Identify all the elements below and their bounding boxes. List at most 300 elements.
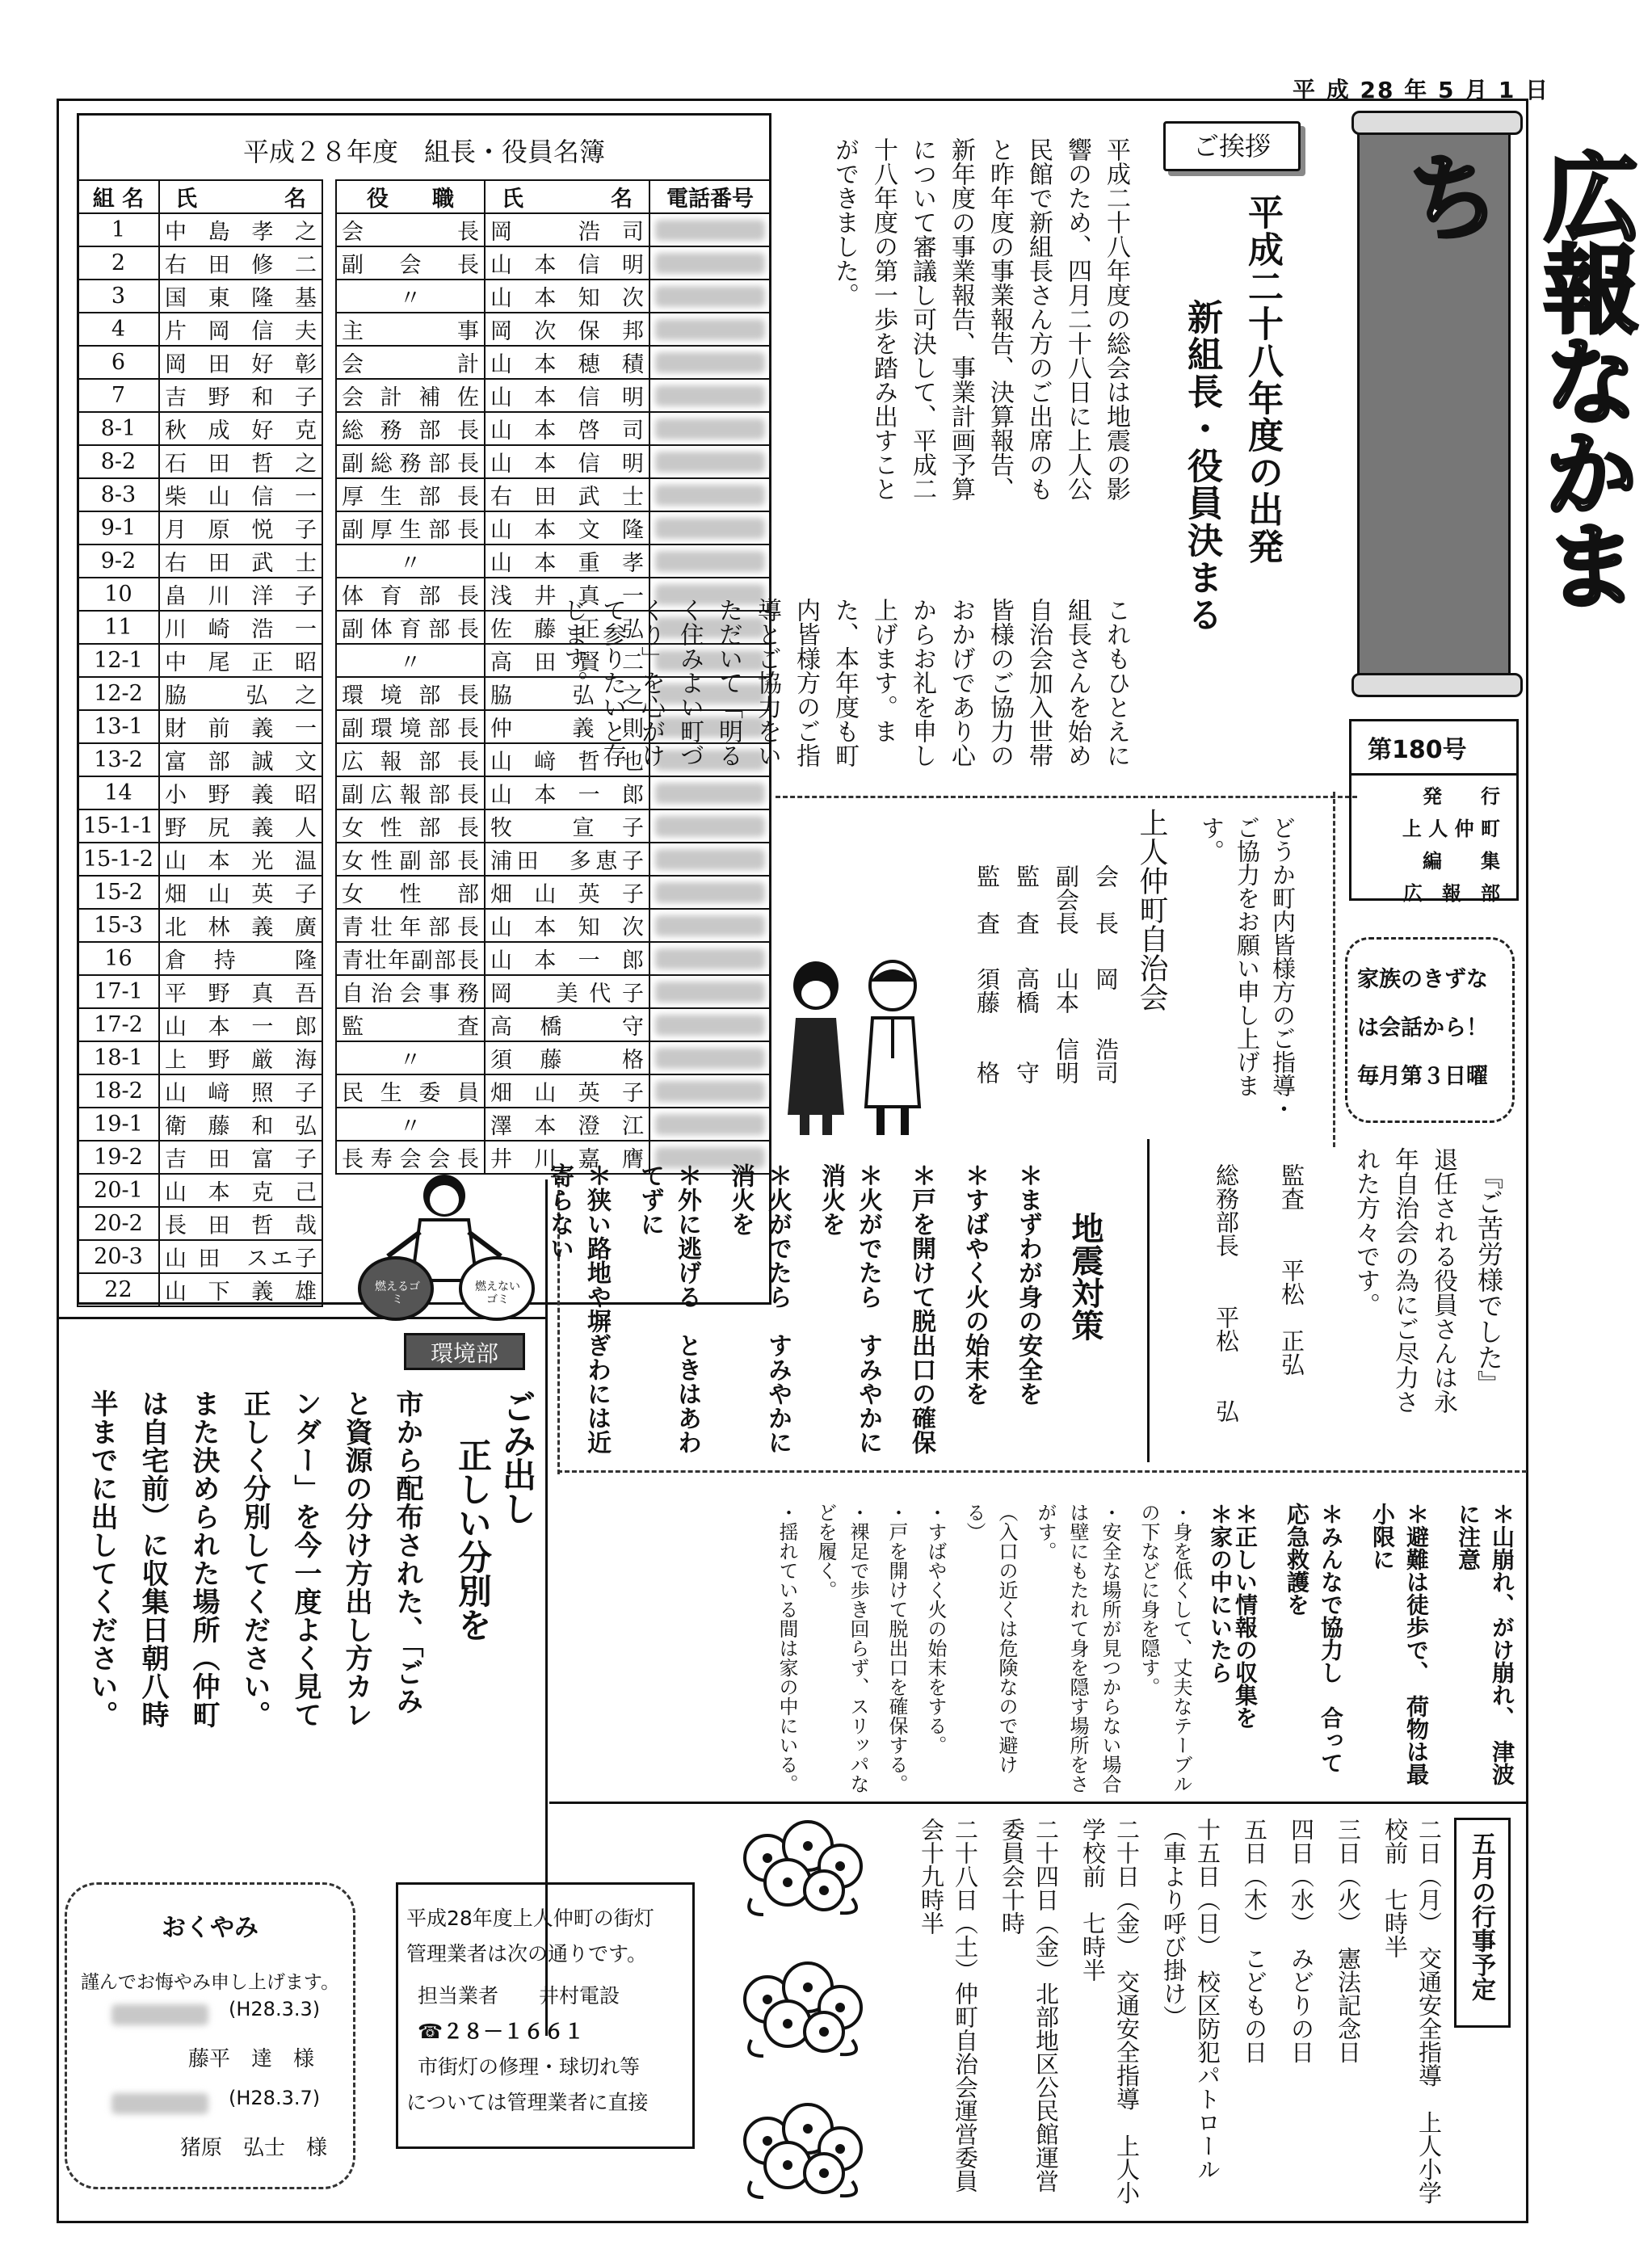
kumicho-row (78, 1240, 322, 1273)
kumicho-number: 14 (78, 776, 159, 809)
kumicho-number: 18-2 (78, 1074, 159, 1108)
quake-home-item: （入口の近くは危険なので避ける） (963, 1503, 1018, 1774)
officer-name: 脇 弘 之 (485, 677, 649, 710)
kumicho-number: 6 (78, 346, 159, 379)
greeting-body-1: 平成二十八年度の総会は地震の影響のため、四月二十八日に上人公民館で新組長さん方のご出席のもと昨年度の事業報告、決算報告、新年度の事業報告、事業計画予算について審議し可決して、平成二十八年度の第一歩を踏み出すことができました。 (830, 137, 1130, 501)
kumicho-number: 15-2 (78, 876, 159, 909)
kumicho-name: 衛 藤 和 弘 (159, 1108, 322, 1141)
officer-phone-redacted (649, 1008, 771, 1041)
officer-role: 厚 生 部 長 (336, 478, 485, 511)
officer-name: 高 田 賢 二 (485, 644, 649, 677)
quake-item: ＊すばやく火の始末を (961, 1163, 989, 1406)
kumicho-number: 3 (78, 280, 159, 313)
officer-name: 山 本 一 郎 (485, 776, 649, 809)
thanks-list (1179, 1163, 1309, 1430)
kumicho-number: 8-3 (78, 478, 159, 511)
officer-row (336, 809, 771, 843)
greeting-body-2: これもひとえに組長さんを始め自治会加入世帯皆様のご協力のおかげであり心からお礼を申し上げます。また、本年度も町内皆様方のご指導とご協力をいただいて「明るく住みよい町づくり」を心がけて参りたいと存じます。 (559, 598, 1130, 767)
kumicho-name: 畑 山 英 子 (159, 876, 322, 909)
condolence-date-1: (H28.3.3) (229, 1998, 321, 2020)
quake-home-item: ・身を低くして、丈夫なテーブルの下などに身を隠す。 (1137, 1503, 1192, 1793)
col-role: 役 職 (336, 180, 485, 213)
kumicho-number: 12-2 (78, 677, 159, 710)
officer-row (336, 1074, 771, 1108)
editor-label: 編 集 (1423, 850, 1500, 872)
kumicho-name: 石 田 哲 之 (159, 445, 322, 478)
officer-row (336, 412, 771, 445)
officer-phone-redacted (649, 909, 771, 942)
officer-role: 副体育部長 (336, 611, 485, 644)
kumicho-name: 上 野 厳 海 (159, 1041, 322, 1074)
bag-nonburnable-label: 燃えないゴミ (475, 1280, 520, 1306)
kumicho-name: 柴 山 信 一 (159, 478, 322, 511)
kumicho-name: 小 野 義 昭 (159, 776, 322, 809)
quake-title: 地震対策 (1066, 1212, 1104, 1341)
kumicho-name: 片 岡 信 夫 (159, 313, 322, 346)
streetlight-box (396, 1882, 695, 2149)
roster-title: 平成２８年度 組長・役員名簿 (242, 137, 605, 167)
officer-name: 山 本 信 明 (485, 379, 649, 412)
col-officer-name: 氏 名 (485, 180, 649, 213)
col-kumi: 組 名 (78, 180, 159, 213)
officer-row (336, 213, 771, 246)
quake-item: ＊外に逃げる ときはあわてずに (636, 1163, 701, 1454)
bowing-figures-illustration (776, 953, 937, 1139)
officer-phone-redacted (649, 246, 771, 280)
kumicho-number: 8-1 (78, 412, 159, 445)
quake-item-2: ＊みんなで協力し 合って応急救護を (1284, 1503, 1344, 1774)
kumicho-name: 月 原 悦 子 (159, 511, 322, 544)
officer-phone-redacted (649, 478, 771, 511)
kumicho-name: 山 﨑 照 子 (159, 1074, 322, 1108)
officer-phone-redacted (649, 942, 771, 975)
kumicho-number: 10 (78, 578, 159, 611)
kumicho-number: 8-2 (78, 445, 159, 478)
kumicho-number: 17-1 (78, 975, 159, 1008)
officer-role: 環 境 部 長 (336, 677, 485, 710)
officer-role: 〃 (336, 1041, 485, 1074)
kumicho-name: 平 野 真 吾 (159, 975, 322, 1008)
officer-name: 佐 藤 正 弘 (485, 611, 649, 644)
quake-item-2: ＊正しい情報の収集を (1232, 1503, 1259, 1729)
thanks-body: 退任される役員さんは永年自治会の為にご尽力された方々です。 (1351, 1147, 1457, 1414)
signature-role: 会 長 (1092, 864, 1120, 935)
kumicho-row (78, 644, 322, 677)
quake-item: ＊戸を開けて脱出口の確保 (907, 1163, 935, 1454)
kumicho-number: 16 (78, 942, 159, 975)
kumicho-row (78, 511, 322, 544)
officer-name: 浅 井 真 一 (485, 578, 649, 611)
officer-role: 青壮年部長 (336, 909, 485, 942)
garbage-illustration (355, 1167, 541, 1337)
officer-name: 山 本 重 孝 (485, 544, 649, 578)
kumicho-name: 国 東 隆 基 (159, 280, 322, 313)
kumicho-number: 13-2 (78, 743, 159, 776)
quake-home-item: ・すばやく火の始末をする。 (924, 1503, 947, 1755)
signature (1050, 864, 1083, 1139)
kumicho-name: 山 田 スエ子 (159, 1240, 322, 1273)
kumicho-number: 9-2 (78, 544, 159, 578)
officer-role: 〃 (336, 1108, 485, 1141)
kumicho-name: 岡 田 好 彰 (159, 346, 322, 379)
kumicho-row (78, 843, 322, 876)
kumicho-row (78, 1041, 322, 1074)
quake-home-title: ＊家の中にいたら (1207, 1503, 1234, 1684)
officer-name: 山 本 一 郎 (485, 942, 649, 975)
officer-row (336, 246, 771, 280)
garbage-title-2: 正しい分別を (453, 1438, 493, 1642)
kumicho-number: 4 (78, 313, 159, 346)
officer-name: 仲 義 則 (485, 710, 649, 743)
kumicho-number: 17-2 (78, 1008, 159, 1041)
officer-row (336, 280, 771, 313)
kumicho-row (78, 743, 322, 776)
condolence-date-2: (H28.3.7) (229, 2087, 321, 2109)
officer-phone-redacted (649, 445, 771, 478)
schedule-title: 五月の行事予定 (1467, 1831, 1495, 2001)
officer-row (336, 776, 771, 809)
thanks-entry (1276, 1163, 1309, 1430)
schedule-item: 十五日（日） 校区防犯パトロール（車より呼び掛け） (1160, 1818, 1221, 2181)
kumicho-name: 中 島 孝 之 (159, 213, 322, 246)
officer-row (336, 445, 771, 478)
flowers-illustration (719, 1810, 881, 2222)
officer-name: 山 本 啓 司 (485, 412, 649, 445)
publisher-label: 発 行 (1423, 785, 1500, 808)
officer-role: 体 育 部 長 (336, 578, 485, 611)
kumicho-name: 倉 持 隆 (159, 942, 322, 975)
kumicho-row (78, 909, 322, 942)
condolence-name-2: 猪原 弘士 様 (180, 2136, 328, 2160)
officer-role: 長寿会会長 (336, 1141, 485, 1174)
kumicho-name: 山 本 克 己 (159, 1174, 322, 1207)
schedule-item: 四日（水） みどりの日 (1288, 1818, 1315, 2064)
publisher-name: 上 人 仲 町 (1402, 818, 1500, 840)
greeting-vdivider (1333, 792, 1335, 1147)
officer-phone-redacted (649, 975, 771, 1008)
kumicho-name: 野 尻 義 人 (159, 809, 322, 843)
officer-name: 澤 本 澄 江 (485, 1108, 649, 1141)
officer-phone-redacted (649, 843, 771, 876)
kumicho-row (78, 1207, 322, 1240)
signature-role: 監 査 (1013, 864, 1040, 935)
officer-role: 女性副部長 (336, 843, 485, 876)
thanks-entry (1210, 1163, 1243, 1430)
kumicho-name: 吉 野 和 子 (159, 379, 322, 412)
schedule-item: 二十日（金） 交通安全指導 上人小学校前 七時半 (1079, 1818, 1141, 2205)
officer-role: 副環境部長 (336, 710, 485, 743)
kumicho-name: 川 崎 浩 一 (159, 611, 322, 644)
officer-role: 女 性 部 (336, 876, 485, 909)
kumicho-row (78, 379, 322, 412)
kumicho-name: 右 田 修 二 (159, 246, 322, 280)
schedule-item: 三日（火） 憲法記念日 (1335, 1818, 1362, 2064)
officer-role: 〃 (336, 280, 485, 313)
kumicho-row (78, 445, 322, 478)
kumicho-number: 11 (78, 611, 159, 644)
kumicho-name: 北 林 義 廣 (159, 909, 322, 942)
officer-row (336, 843, 771, 876)
schedule-title-box (1454, 1818, 1511, 2028)
kumicho-row (78, 1174, 322, 1207)
kumicho-row (78, 1141, 322, 1174)
kumicho-name: 山 本 光 温 (159, 843, 322, 876)
thanks-title: 『ご苦労様でした』 (1473, 1163, 1504, 1396)
streetlight-line-5: 市街灯の修理・球切れ等 (418, 2055, 641, 2079)
officer-role: 副厚生部長 (336, 511, 485, 544)
condolence-body: 謹んでお悔やみ申し上げます。 (80, 1972, 340, 1993)
officer-phone-redacted (649, 1041, 771, 1074)
condolence-box (65, 1882, 355, 2189)
officer-role: 副総務部長 (336, 445, 485, 478)
streetlight-line-6: については管理業者に直接 (406, 2091, 649, 2114)
quake-item: ＊まずわが身の安全を (1014, 1163, 1042, 1406)
kumicho-row (78, 1273, 322, 1306)
officer-role: 女 性 部 長 (336, 809, 485, 843)
officer-row (336, 1041, 771, 1074)
greeting-label: ご挨拶 (1163, 121, 1301, 171)
schedule-items (889, 1818, 1446, 2214)
signature-person: 高橋 守 (1013, 967, 1040, 1084)
kumicho-name: 長 田 哲 哉 (159, 1207, 322, 1240)
kumicho-row (78, 313, 322, 346)
officer-row (336, 975, 771, 1008)
schedule-item: 二十八日（土）仲町自治会運営委員会十九時半 (918, 1818, 979, 2193)
kumicho-number: 15-1-2 (78, 843, 159, 876)
kumicho-name: 中 尾 正 昭 (159, 644, 322, 677)
condolence-title: おくやみ (162, 1914, 259, 1942)
officer-row (336, 1108, 771, 1141)
officer-row (336, 313, 771, 346)
officer-row (336, 478, 771, 511)
kumicho-number: 22 (78, 1273, 159, 1306)
officer-name: 山 本 信 明 (485, 445, 649, 478)
officer-name: 畑 山 英 子 (485, 876, 649, 909)
signature-role: 副会長 (1053, 864, 1080, 935)
officer-phone-redacted (649, 412, 771, 445)
officer-name: 岡 次 保 邦 (485, 313, 649, 346)
quake-home-item: ・安全な場所が見つからない場合は壁にもたれて身を隠す場所をさがす。 (1034, 1503, 1121, 1793)
kumicho-number: 12-1 (78, 644, 159, 677)
condolence-name-1: 藤平 達 様 (188, 2047, 315, 2071)
signature (1011, 864, 1044, 1139)
officer-name: 右 田 武 士 (485, 478, 649, 511)
quake-home-item: ・戸を開けて脱出口を確保する。 (885, 1503, 908, 1793)
thanks-entry-role: 総務部長 (1213, 1163, 1240, 1257)
kumicho-number: 20-2 (78, 1207, 159, 1240)
kumicho-table (77, 179, 323, 1307)
signature-person: 須藤 格 (973, 967, 1001, 1084)
quake-item-2: ＊避難は徒歩で、 荷物は最小限に (1369, 1503, 1430, 1785)
garbage-title-1: ごみ出し (498, 1390, 537, 1525)
officer-name: 山 本 穂 積 (485, 346, 649, 379)
col-phone: 電話番号 (649, 180, 771, 213)
officer-name: 山 本 知 次 (485, 280, 649, 313)
kumicho-row (78, 876, 322, 909)
signature-person: 山本 信明 (1053, 967, 1080, 1084)
streetlight-line-2: 管理業者は次の通りです。 (406, 1942, 648, 1966)
kumicho-row (78, 942, 322, 975)
signature (1090, 864, 1123, 1139)
quake-home-item: ・裸足で歩き回らず、スリッパなどを履く。 (814, 1503, 869, 1793)
kumicho-name: 畠 川 洋 子 (159, 578, 322, 611)
officer-phone-redacted (649, 280, 771, 313)
officer-row (336, 876, 771, 909)
kumicho-row (78, 1074, 322, 1108)
garbage-body: 市から配布された、「ごみと資源の分け方出し方カレンダー」を今一度よく見て正しく分別してください。また決められた場所（仲町は自宅前）に収集日朝八時半までに出してください。 (86, 1390, 423, 1729)
kumicho-number: 15-3 (78, 909, 159, 942)
schedule-item: 二十四日（金）北部地区公民館運営委員会十時 (998, 1818, 1060, 2193)
thanks-left-border (1147, 1139, 1150, 1462)
officer-role: 副 会 長 (336, 246, 485, 280)
officer-phone-redacted (649, 511, 771, 544)
editor-name: 広 報 部 (1403, 882, 1500, 905)
kumicho-number: 15-1-1 (78, 809, 159, 843)
masthead-title: 広報なかまち (1390, 148, 1640, 608)
kumicho-row (78, 478, 322, 511)
officer-name: 岡 美代子 (485, 975, 649, 1008)
issue-number: 第180号 (1351, 721, 1516, 776)
greeting-request: どうか町内皆様方のご指導・ご協力をお願い申し上げます。 (1198, 816, 1297, 1120)
schedule-item: 五日（木） こどもの日 (1241, 1818, 1268, 2064)
kumicho-row (78, 280, 322, 313)
officer-name: 高 橋 守 (485, 1008, 649, 1041)
bag-burnable-label: 燃えるゴミ (375, 1280, 420, 1306)
schedule-top-border (549, 1802, 1527, 1804)
schedule-item: 二日（月） 交通安全指導 上人小学校前 七時半 (1381, 1818, 1443, 2205)
officer-name: 畑 山 英 子 (485, 1074, 649, 1108)
officer-phone-redacted (649, 313, 771, 346)
slogan-box (1345, 937, 1515, 1123)
officer-phone-redacted (649, 379, 771, 412)
officer-role: 監 査 (336, 1008, 485, 1041)
greeting-divider (776, 796, 1357, 798)
slogan-line-2: は会話から！ (1357, 1015, 1488, 1041)
kumicho-row (78, 677, 322, 710)
thanks-entry-person: 平松 弘 (1213, 1305, 1240, 1423)
issue-date: 平 成 28 年 5 月 1 日 (1293, 77, 1550, 103)
kumicho-row (78, 246, 322, 280)
kumicho-number: 7 (78, 379, 159, 412)
kumicho-row (78, 213, 322, 246)
officer-row (336, 942, 771, 975)
kumicho-row (78, 346, 322, 379)
kumicho-name: 秋 成 好 克 (159, 412, 322, 445)
kumicho-name: 山 本 一 郎 (159, 1008, 322, 1041)
quake-home-item: ・揺れている間は家の中にいる。 (776, 1503, 798, 1793)
officer-row (336, 346, 771, 379)
officer-role: 主 事 (336, 313, 485, 346)
kumicho-number: 13-1 (78, 710, 159, 743)
kumicho-row (78, 975, 322, 1008)
officer-role: 〃 (336, 544, 485, 578)
officer-role: 会 計 (336, 346, 485, 379)
kumicho-number: 19-1 (78, 1108, 159, 1141)
kumicho-row (78, 412, 322, 445)
masthead-scroll (1357, 113, 1640, 695)
garbage-dept-label: 環境部 (404, 1333, 525, 1370)
officer-name: 牧 宣 子 (485, 809, 649, 843)
kumicho-row (78, 776, 322, 809)
officer-row (336, 544, 771, 578)
kumicho-number: 9-1 (78, 511, 159, 544)
officer-role: 民 生 委 員 (336, 1074, 485, 1108)
officer-phone-redacted (649, 346, 771, 379)
thanks-entry-person: 平松 正弘 (1278, 1259, 1305, 1376)
kumicho-row (78, 544, 322, 578)
officer-role: 会 長 (336, 213, 485, 246)
officer-phone-redacted (649, 809, 771, 843)
quake-item-2: ＊山崩れ、がけ崩れ、 津波に注意 (1455, 1503, 1515, 1785)
kumicho-number: 20-1 (78, 1174, 159, 1207)
slogan-line-1: 家族のきずな (1357, 967, 1488, 992)
signature-role: 監 査 (973, 864, 1001, 935)
thanks-entry-role: 監査 (1278, 1163, 1305, 1210)
officer-role: 副広報部長 (336, 776, 485, 809)
quake-item: ＊狭い路地や塀ぎわには近寄らない (545, 1163, 611, 1454)
officer-name: 山 本 知 次 (485, 909, 649, 942)
kumicho-number: 2 (78, 246, 159, 280)
officer-phone-redacted (649, 1074, 771, 1108)
kumicho-row (78, 1008, 322, 1041)
quake-home-list (565, 1503, 1236, 1793)
officer-role: 総 務 部 長 (336, 412, 485, 445)
officer-row (336, 379, 771, 412)
kumicho-name: 山 下 義 雄 (159, 1273, 322, 1306)
officer-row (336, 511, 771, 544)
officer-phone-redacted (649, 1108, 771, 1141)
kumicho-name: 右 田 武 士 (159, 544, 322, 578)
col-name: 氏 名 (159, 180, 322, 213)
kumicho-name: 吉 田 富 子 (159, 1141, 322, 1174)
officer-role: 〃 (336, 644, 485, 677)
officer-row (336, 909, 771, 942)
quake-divider (557, 1470, 1527, 1473)
officer-phone-redacted (649, 544, 771, 578)
kumicho-row (78, 710, 322, 743)
officer-role: 自治会事務 (336, 975, 485, 1008)
officer-role: 青壮年副部長 (336, 942, 485, 975)
quake-items-2 (1232, 1503, 1519, 1793)
kumicho-row (78, 809, 322, 843)
officer-phone-redacted (649, 776, 771, 809)
greeting-org: 上人仲町自治会 (1135, 808, 1168, 1011)
officer-role: 広 報 部 長 (336, 743, 485, 776)
signature-person: 岡 浩司 (1092, 967, 1120, 1084)
slogan-line-3: 毎月第３日曜 (1357, 1064, 1488, 1089)
signature (971, 864, 1004, 1139)
kumicho-number: 18-1 (78, 1041, 159, 1074)
officer-name: 山 本 文 隆 (485, 511, 649, 544)
kumicho-name: 富 部 誠 文 (159, 743, 322, 776)
kumicho-number: 19-2 (78, 1141, 159, 1174)
issue-box (1349, 719, 1519, 905)
streetlight-line-1: 平成28年度上人仲町の街灯 (406, 1907, 654, 1930)
streetlight-phone: ☎２８－１６６１ (418, 2020, 585, 2043)
quake-items (545, 1163, 1046, 1462)
kumicho-name: 脇 弘 之 (159, 677, 322, 710)
kumicho-row (78, 578, 322, 611)
kumicho-number: 1 (78, 213, 159, 246)
officer-name: 岡 浩 司 (485, 213, 649, 246)
greeting-headline-2: 新組長・役員決まる (1181, 299, 1222, 633)
officer-name: 須 藤 格 (485, 1041, 649, 1074)
kumicho-name: 財 前 義 一 (159, 710, 322, 743)
officer-phone-redacted (649, 213, 771, 246)
quake-item: ＊火がでたら すみやかに消火を (817, 1163, 882, 1454)
officer-row (336, 1008, 771, 1041)
kumicho-row (78, 1108, 322, 1141)
